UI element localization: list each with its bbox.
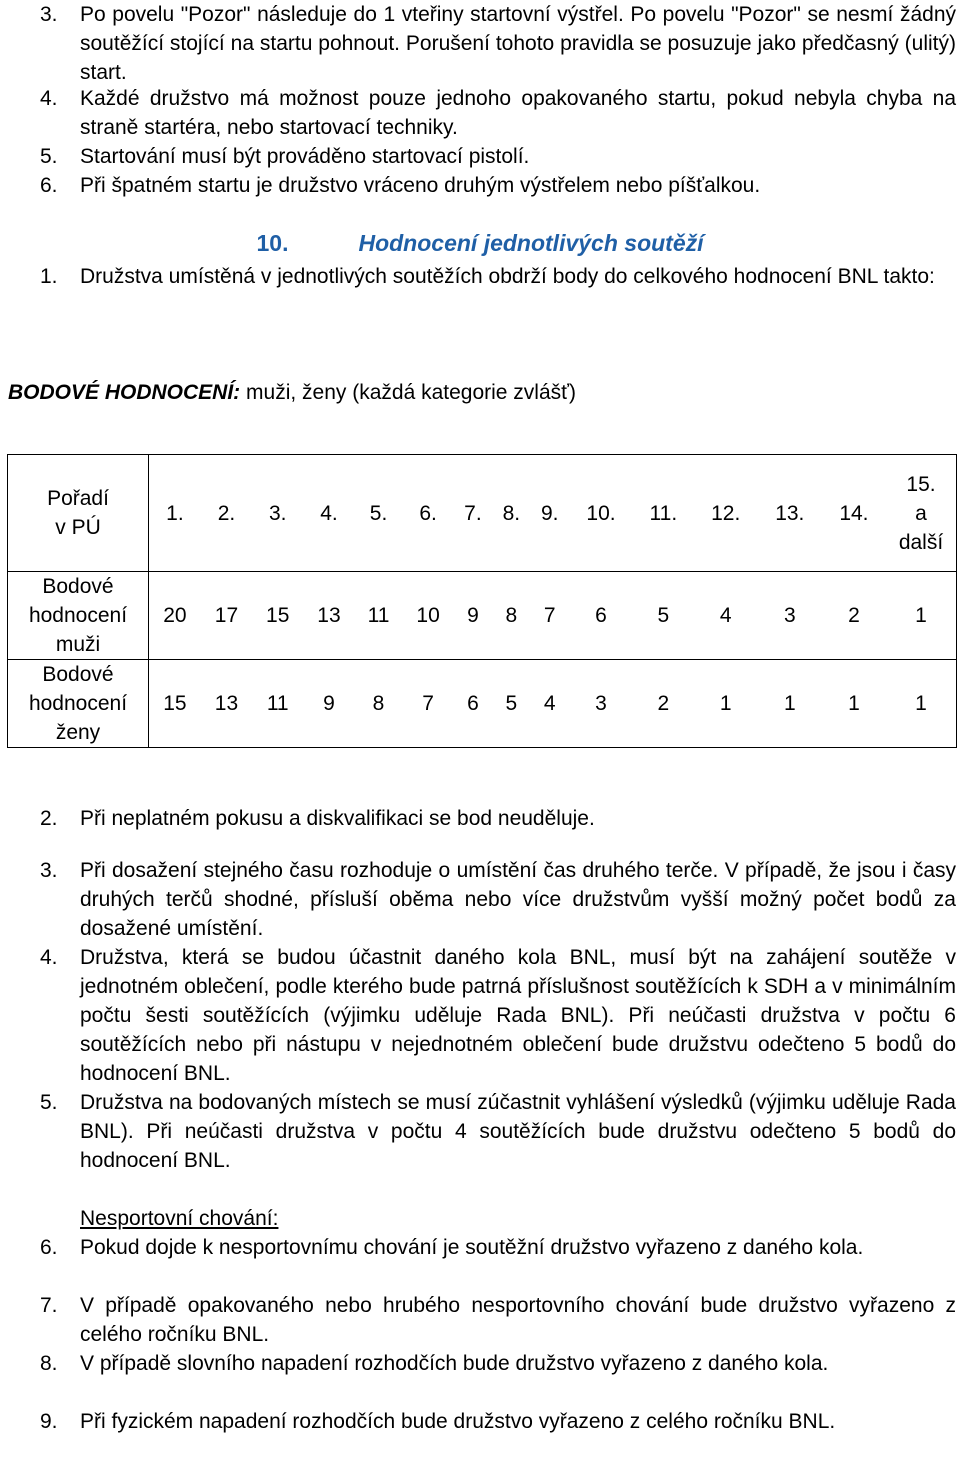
women-points-cell: 11 — [252, 660, 303, 748]
men-points-cell: 5 — [633, 572, 694, 660]
men-points-cell: 13 — [303, 572, 354, 660]
women-points-cell: 1 — [886, 660, 957, 748]
men-label-line: Bodové — [42, 575, 114, 598]
rule-number: 8. — [40, 1352, 58, 1375]
section-number: 10. — [256, 230, 289, 256]
women-points-cell: 8 — [355, 660, 403, 748]
men-points-cell: 1 — [886, 572, 957, 660]
place-cell: 5. — [355, 455, 403, 572]
rule-number: 3. — [40, 859, 58, 882]
rule-number: 6. — [40, 174, 58, 197]
scoring-caption — [8, 378, 576, 407]
scoring-item-3 — [40, 856, 956, 943]
women-label-cell — [8, 660, 149, 748]
women-points-cell: 1 — [694, 660, 758, 748]
place-cell: 2. — [201, 455, 252, 572]
scoring-caption-rest: muži, ženy (každá kategorie zvlášť) — [240, 381, 577, 404]
men-points-cell: 8 — [492, 572, 530, 660]
women-label-line: Bodové — [42, 663, 114, 686]
men-points-cell: 4 — [694, 572, 758, 660]
rule-item-6 — [40, 171, 956, 200]
men-points-cell: 6 — [569, 572, 633, 660]
men-points-cell: 9 — [454, 572, 492, 660]
men-points-cell: 15 — [252, 572, 303, 660]
women-points-cell: 9 — [303, 660, 354, 748]
rule-number: 6. — [40, 1236, 58, 1259]
women-label-line: ženy — [55, 721, 101, 744]
points-table — [7, 454, 957, 748]
rule-item-3 — [40, 0, 956, 87]
place-cell: 6. — [402, 455, 453, 572]
rule-text: Po povelu "Pozor" následuje do 1 vteřiny startovní výstřel. Po povelu "Pozor" se nesmí žádný soutěžící stojící na startu pohnout. Porušení tohoto pravidla se posuzuje jako předčasný (ulitý) start. — [80, 3, 956, 84]
section-title: Hodnocení jednotlivých soutěží — [358, 230, 704, 256]
place-cell: 7. — [454, 455, 492, 572]
men-points-cell: 11 — [355, 572, 403, 660]
section-heading — [0, 228, 960, 258]
scoring-item-5 — [40, 1088, 956, 1175]
place-cell: 14. — [822, 455, 886, 572]
rule-item-4 — [40, 84, 956, 142]
men-label-line: muži — [55, 633, 101, 656]
rule-text: Každé družstvo má možnost pouze jednoho opakovaného startu, pokud nebyla chyba na straně startéra, nebo startovací techniky. — [80, 87, 956, 139]
scoring-caption-label: BODOVÉ HODNOCENÍ: — [8, 381, 241, 404]
rule-text: Startování musí být prováděno startovací pistolí. — [80, 145, 530, 168]
rule-number: 4. — [40, 87, 58, 110]
women-points-cell: 6 — [454, 660, 492, 748]
place-cell: 11. — [633, 455, 694, 572]
women-points-cell: 7 — [402, 660, 453, 748]
rule-number: 5. — [40, 1091, 58, 1114]
men-label-cell — [8, 572, 149, 660]
place-cell: 8. — [492, 455, 530, 572]
women-points-cell: 4 — [531, 660, 569, 748]
place-cell: 4. — [303, 455, 354, 572]
rule-number: 2. — [40, 807, 58, 830]
header-label-line: Pořadí — [47, 487, 109, 510]
rule-number: 7. — [40, 1294, 58, 1317]
men-points-cell: 2 — [822, 572, 886, 660]
table-row-men — [8, 572, 957, 660]
nesport-heading-row — [40, 1204, 956, 1233]
table-row-women — [8, 660, 957, 748]
place-cell: 9. — [531, 455, 569, 572]
place-cell: 13. — [758, 455, 822, 572]
rule-text: Družstva na bodovaných místech se musí zúčastnit vyhlášení výsledků (výjimku uděluje Rada BNL). Při neúčasti družstva v počtu 4 soutěžících bude družstvu odečteno 5 bodů do hodnocení BNL. — [80, 1091, 956, 1172]
women-points-cell: 5 — [492, 660, 530, 748]
rule-number: 3. — [40, 3, 58, 26]
men-points-cell: 20 — [149, 572, 201, 660]
men-points-cell: 3 — [758, 572, 822, 660]
rule-number: 1. — [40, 265, 58, 288]
rule-text: Při fyzickém napadení rozhodčích bude družstvo vyřazeno z celého ročníku BNL. — [80, 1410, 836, 1433]
rule-text: V případě slovního napadení rozhodčích bude družstvo vyřazeno z daného kola. — [80, 1352, 829, 1375]
place-last-line: a — [915, 501, 927, 525]
place-cell: 10. — [569, 455, 633, 572]
women-label-line: hodnocení — [28, 692, 128, 715]
scoring-item-2 — [40, 804, 956, 833]
men-points-cell: 7 — [531, 572, 569, 660]
rule-text: Při neplatném pokusu a diskvalifikaci se bod neuděluje. — [80, 807, 595, 830]
women-points-cell: 1 — [822, 660, 886, 748]
place-cell: 3. — [252, 455, 303, 572]
men-points-cell: 17 — [201, 572, 252, 660]
women-points-cell: 3 — [569, 660, 633, 748]
scoring-item-4 — [40, 943, 956, 1088]
place-cell: 1. — [149, 455, 201, 572]
header-label-line: v PÚ — [55, 516, 101, 539]
rule-number: 5. — [40, 145, 58, 168]
women-points-cell: 2 — [633, 660, 694, 748]
place-last-line: další — [898, 530, 944, 554]
men-points-cell: 10 — [402, 572, 453, 660]
place-cell-last — [886, 455, 957, 572]
table-row-places — [8, 455, 957, 572]
rule-number: 4. — [40, 946, 58, 969]
rule-text: Při dosažení stejného času rozhoduje o umístění čas druhého terče. V případě, že jsou i časy druhých terčů shodné, přísluší oběma nebo více družstvům vyšší možný počet bodů za dosažené umístění. — [80, 859, 956, 940]
nesport-item-8 — [40, 1349, 956, 1378]
nesport-item-6 — [40, 1233, 956, 1262]
women-points-cell: 13 — [201, 660, 252, 748]
rule-text: Družstva umístěná v jednotlivých soutěžích obdrží body do celkového hodnocení BNL takto: — [80, 265, 935, 288]
rule-item-5 — [40, 142, 956, 171]
rule-text: Pokud dojde k nesportovnímu chování je soutěžní družstvo vyřazeno z daného kola. — [80, 1236, 864, 1259]
scoring-item-1 — [40, 262, 956, 291]
nesport-item-9 — [40, 1407, 956, 1436]
women-points-cell: 15 — [149, 660, 201, 748]
place-cell: 12. — [694, 455, 758, 572]
rule-number: 9. — [40, 1410, 58, 1433]
rule-text: Při špatném startu je družstvo vráceno druhým výstřelem nebo píšťalkou. — [80, 174, 761, 197]
nesport-item-7 — [40, 1291, 956, 1349]
women-points-cell: 1 — [758, 660, 822, 748]
nesport-heading: Nesportovní chování: — [80, 1207, 279, 1230]
header-label-cell — [8, 455, 149, 572]
rule-text: V případě opakovaného nebo hrubého nesportovního chování bude družstvo vyřazeno z celého ročníku BNL. — [80, 1294, 956, 1346]
men-label-line: hodnocení — [28, 604, 128, 627]
place-last-line: 15. — [906, 472, 936, 496]
rule-text: Družstva, která se budou účastnit daného kola BNL, musí být na zahájení soutěže v jednotném oblečení, podle kterého bude patrná příslušnost soutěžících k SDH a v minimálním počtu šesti soutěžících (výjimku uděluje Rada BNL). Při neúčasti družstva v počtu 6 soutěžících nebo při nástupu v nejednotném oblečení bude družstvu odečteno 5 bodů do hodnocení BNL. — [80, 946, 956, 1085]
